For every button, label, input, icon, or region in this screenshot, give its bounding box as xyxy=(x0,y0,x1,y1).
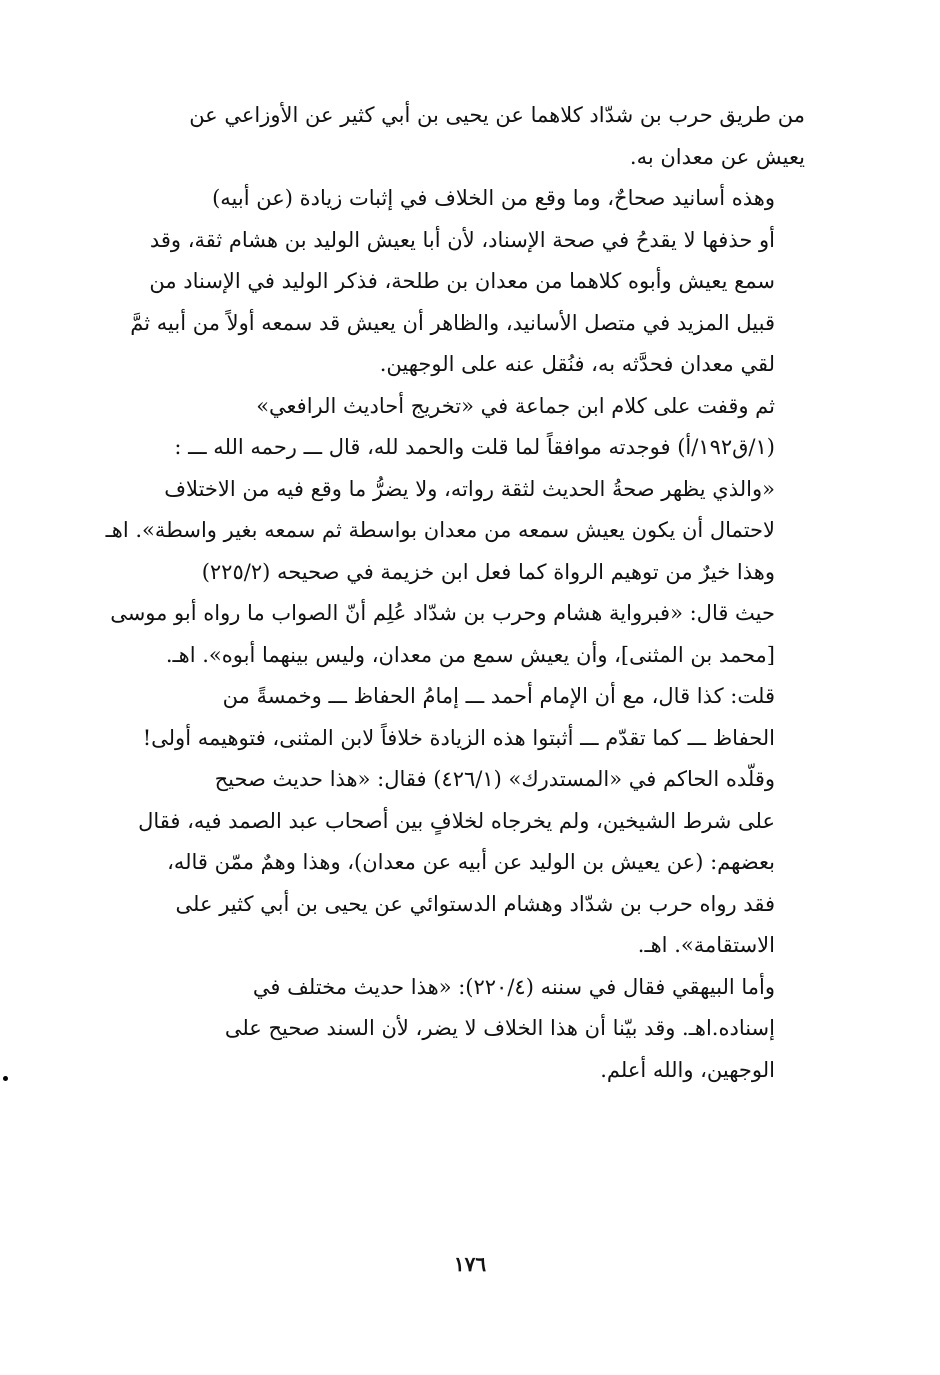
text-line: من طريق حرب بن شدّاد كلاهما عن يحيى بن أبي كثير عن الأوزاعي عن xyxy=(189,103,805,127)
text-line: سمع يعيش وأبوه كلاهما من معدان بن طلحة، فذكر الوليد في الإسناد من xyxy=(149,269,775,293)
paragraph-7 xyxy=(100,967,805,1092)
text-line: على شرط الشيخين، ولم يخرجاه لخلافٍ بين أصحاب عبد الصمد فيه، فقال xyxy=(138,808,775,833)
text-line: وهذه أسانيد صحاحٌ، وما وقع من الخلاف في إثبات زيادة (عن أبيه) xyxy=(212,186,775,210)
text-line: الحفاظ ـــ كما تقدّم ـــ أثبتوا هذه الزيادة خلافاً لابن المثنى، فتوهيمه أولى! xyxy=(142,725,775,750)
text-line: الوجهين، والله أعلم. xyxy=(600,1057,775,1082)
text-line: «والذي يظهر صحةُ الحديث لثقة رواته، ولا يضرُّ ما وقع فيه من الاختلاف xyxy=(164,476,775,501)
text-line: (١/ق١٩٢/أ) فوجدته موافقاً لما قلت والحمد لله، قال ـــ رحمه الله ـــ : xyxy=(174,435,775,459)
paragraph-5 xyxy=(100,676,805,759)
text-line: وأما البيهقي فقال في سننه (٢٢٠/٤): «هذا حديث مختلف في xyxy=(252,974,775,999)
text-line: يعيش عن معدان به. xyxy=(629,144,805,169)
text-line: فقد رواه حرب بن شدّاد وهشام الدستوائي عن يحيى بن أبي كثير على xyxy=(175,891,775,916)
text-line: حيث قال: «فبرواية هشام وحرب بن شدّاد عُلِم أنّ الصواب ما رواه أبو موسى xyxy=(110,601,775,625)
text-line: لقي معدان فحدَّثه به، فنُقل عنه على الوجهين. xyxy=(379,352,775,376)
text-line: إسناده.اهـ. وقد بيّنا أن هذا الخلاف لا يضر، لأن السند صحيح على xyxy=(224,1016,775,1040)
text-line: قلت: كذا قال، مع أن الإمام أحمد ـــ إمامُ الحفاظ ـــ وخمسةً من xyxy=(222,684,775,708)
text-line: الاستقامة». اهـ. xyxy=(637,933,775,957)
text-line: وهذا خيرٌ من توهيم الرواة كما فعل ابن خزيمة في صحيحه (٢٢٥/٢) xyxy=(201,559,775,584)
page-body xyxy=(100,95,805,1255)
text-line: بعضهم: (عن يعيش بن الوليد عن أبيه عن معدان)، وهذا وهمٌ ممّن قاله، xyxy=(167,850,775,874)
text-line: [محمد بن المثنى]، وأن يعيش سمع من معدان، وليس بينهما أبوه». اهـ. xyxy=(165,642,775,667)
paragraph-4 xyxy=(100,552,805,677)
paragraph-6 xyxy=(100,759,805,967)
page-number: ١٧٦ xyxy=(453,1252,487,1276)
text-line: ثم وقفت على كلام ابن جماعة في «تخريج أحاديث الرافعي» xyxy=(256,393,775,418)
text-line: قبيل المزيد في متصل الأسانيد، والظاهر أن يعيش قد سمعه أولاً من أبيه ثمَّ xyxy=(130,310,775,335)
text-line: لاحتمال أن يكون يعيش سمعه من معدان بواسطة ثم سمعه بغير واسطة». اهـ xyxy=(105,518,775,542)
paragraph-2 xyxy=(100,178,805,386)
text-line: وقلّده الحاكم في «المستدرك» (٤٢٦/١) فقال: «هذا حديث صحيح xyxy=(214,767,775,791)
text-line: أو حذفها لا يقدحُ في صحة الإسناد، لأن أبا يعيش الوليد بن هشام ثقة، وقد xyxy=(149,227,775,252)
paragraph-1 xyxy=(100,95,805,178)
paragraph-3 xyxy=(100,386,805,552)
margin-mark xyxy=(3,1076,8,1081)
